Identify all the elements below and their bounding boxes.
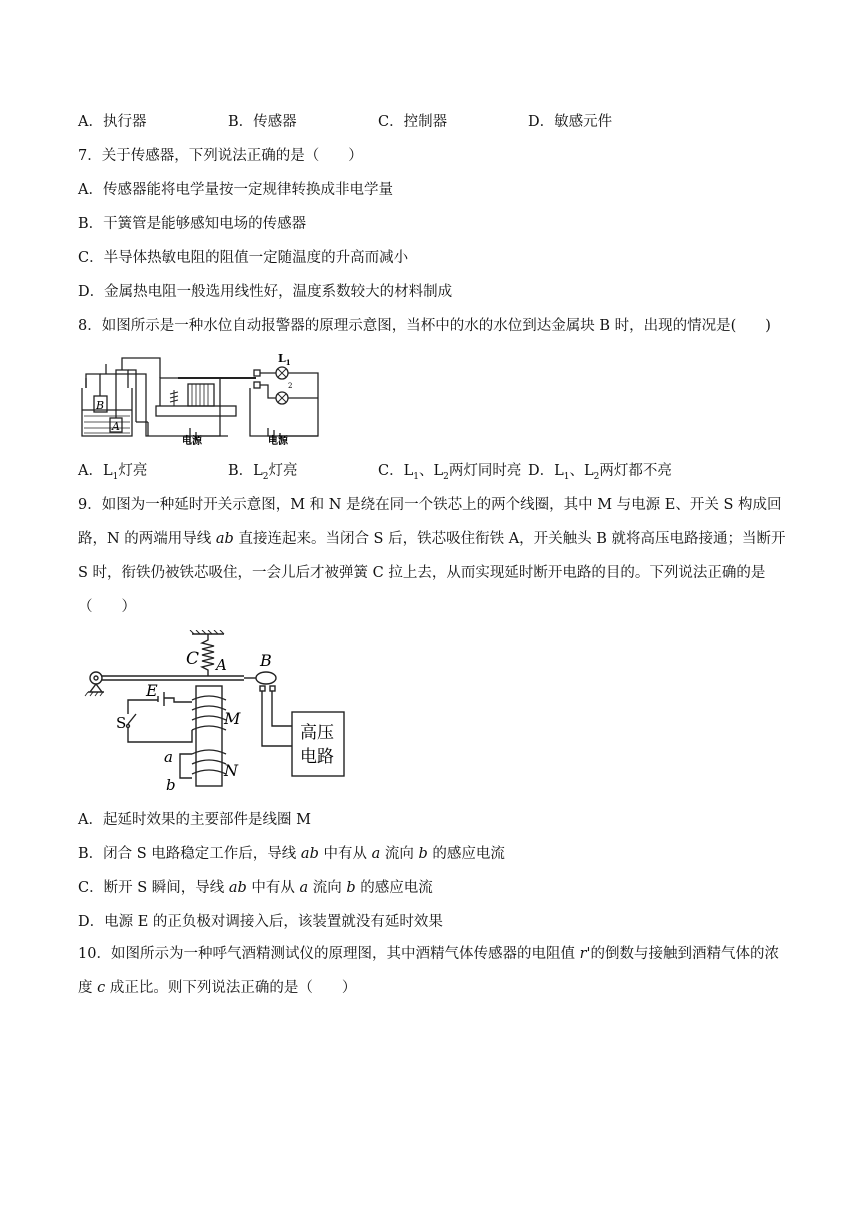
- q8-power-1-label: 电源: [182, 436, 202, 447]
- q6-option-d: D．敏感元件: [528, 114, 613, 130]
- q9-contact-b-label: B: [260, 651, 272, 670]
- q9-option-a: A．起延时效果的主要部件是线圈 M: [78, 812, 311, 828]
- q9-wire-b-label: b: [166, 776, 176, 794]
- q9-option-d: D．电源 E 的正负极对调接入后，该装置就没有延时效果: [78, 914, 443, 930]
- q10-stem: 10．如图所示为一种呼气酒精测试仪的原理图，其中酒精气体传感器的电阻值 r'的倒数与接触到酒精气体的浓度 c 成正比。则下列说法正确的是（ ）: [78, 946, 779, 996]
- q7-option-c: C．半导体热敏电阻的阻值一定随温度的升高而减小: [78, 250, 409, 266]
- q8-option-b: B．$L_2$灯亮: [228, 463, 298, 482]
- q8-power-2-label: 电源: [268, 436, 288, 447]
- q9-box-line2: 电路: [300, 747, 334, 767]
- q8-stem: 8．如图所示是一种水位自动报警器的原理示意图，当杯中的水的水位到达金属块 B 时，出现的情况是( ): [78, 318, 771, 334]
- q7-option-d: D．金属热电阻一般选用线性好，温度系数较大的材料制成: [78, 284, 453, 300]
- q9-option-c: C．断开 S 瞬间，导线 ab 中有从 a 流向 b 的感应电流: [78, 880, 433, 896]
- q8-option-c: C．$L_1$、$L_2$两灯同时亮: [378, 463, 522, 482]
- q7-option-b: B．干簧管是能够感知电场的传感器: [78, 216, 307, 232]
- q9-delay-switch-figure: [84, 630, 354, 802]
- q8-option-a: A．$L_1$灯亮: [78, 463, 148, 482]
- q9-option-b: B．闭合 S 电路稳定工作后，导线 ab 中有从 a 流向 b 的感应电流: [78, 846, 505, 862]
- q9-coil-n-label: N: [224, 761, 238, 780]
- q7-stem: 7．关于传感器，下列说法正确的是（ ）: [78, 148, 363, 164]
- q9-switch-s-label: S: [116, 714, 127, 732]
- q9-coil-m-label: M: [224, 709, 241, 728]
- q8-water-alarm-figure: [78, 348, 348, 450]
- q6-option-a: A．执行器: [78, 114, 147, 130]
- q6-option-b: B．传感器: [228, 114, 297, 130]
- q7-option-a: A．传感器能将电学量按一定规律转换成非电学量: [78, 182, 393, 198]
- q9-spring-c-label: C: [186, 649, 200, 669]
- q9-armature-a-label: A: [216, 656, 227, 674]
- q8-lamp-l1-label: $L_1$: [278, 352, 291, 367]
- q6-option-c: C．控制器: [378, 114, 448, 130]
- q8-lamp-l2-sub: 2: [288, 382, 293, 390]
- q9-wire-a-label: a: [164, 748, 173, 766]
- q9-source-e-label: E: [146, 681, 158, 700]
- q9-box-line1: 高压: [300, 723, 334, 743]
- q8-block-b-label: B: [96, 399, 105, 412]
- q9-stem: 9．如图为一种延时开关示意图，M 和 N 是绕在同一个铁芯上的两个线圈，其中 M 与电源 E、开关 S 构成回路，N 的两端用导线 ab 直接连起来。当闭合 S 后，铁芯吸住衔铁 A，开关触头 B 就将高压电路接通；当断开 S 时，衔铁仍被铁芯吸住，一会儿后才被弹簧 C 拉上去，从而实现延时断开电路的目的。下列说法正确的是（ ）: [78, 497, 786, 615]
- q8-option-d: D．$L_1$、$L_2$两灯都不亮: [528, 463, 672, 482]
- q8-block-a-label: A: [112, 420, 120, 433]
